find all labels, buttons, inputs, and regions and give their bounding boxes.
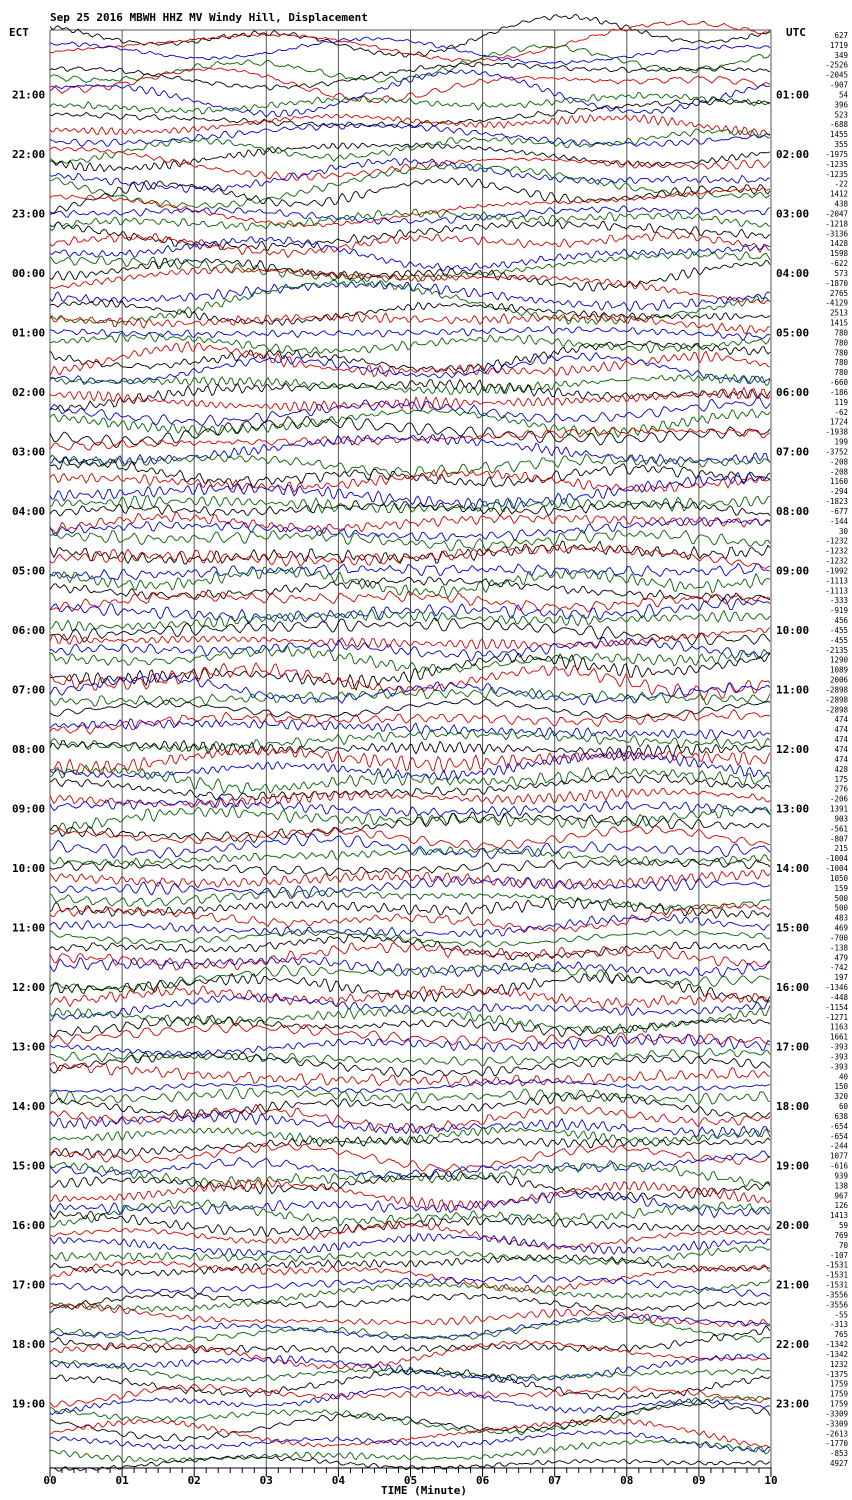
trace-scale-label: 1163 (829, 1022, 848, 1032)
trace-scale-label: -244 (829, 1141, 848, 1151)
trace-scale-label: 523 (834, 110, 848, 120)
trace-scale-label: 1089 (829, 665, 848, 675)
trace-scale-label: 939 (834, 1171, 848, 1181)
x-tick-label: 02 (187, 1474, 201, 1487)
utc-hour-label: 23:00 (776, 1397, 810, 1411)
trace-scale-label: 474 (834, 725, 848, 735)
x-tick-label: 09 (692, 1474, 706, 1487)
trace-scale-label: -55 (834, 1310, 848, 1320)
trace-scale-label: -660 (829, 378, 848, 388)
trace-scale-label: -688 (829, 120, 848, 130)
trace-scale-label: -1235 (825, 159, 848, 169)
trace-scale-label: -1113 (825, 586, 848, 596)
ect-hour-label: 15:00 (12, 1159, 46, 1173)
trace-scale-label: 59 (838, 1221, 848, 1231)
trace-scale-label: -1004 (825, 854, 848, 864)
utc-hour-label: 14:00 (776, 862, 810, 876)
trace-scale-label: 479 (834, 953, 848, 963)
trace-scale-label: -1346 (825, 983, 848, 993)
utc-hour-label: 10:00 (776, 623, 810, 637)
trace-scale-label: -1342 (825, 1349, 848, 1359)
x-tick-label: 03 (259, 1474, 273, 1487)
ect-hour-label: 11:00 (12, 921, 46, 935)
trace-scale-label: 2006 (829, 675, 848, 685)
trace-scale-label: -393 (829, 1042, 848, 1052)
ect-hour-label: 10:00 (12, 862, 46, 876)
trace-scale-label: -1113 (825, 576, 848, 586)
ect-hour-label: 18:00 (12, 1338, 46, 1352)
utc-hour-label: 04:00 (776, 266, 810, 280)
trace-scale-label: 967 (834, 1191, 848, 1201)
x-tick-label: 06 (475, 1474, 490, 1487)
trace-scale-label: 199 (834, 437, 848, 447)
ect-hour-label: 06:00 (12, 623, 46, 637)
utc-hour-label: 12:00 (776, 743, 810, 756)
minute-gridlines (50, 30, 771, 1468)
trace-scale-label: 627 (834, 30, 848, 40)
utc-hour-label: 19:00 (776, 1159, 810, 1173)
trace-scale-label: -2526 (825, 60, 848, 70)
trace-scale-label: 500 (834, 893, 848, 903)
trace-scale-label: -3556 (825, 1300, 848, 1310)
trace-scale-label: -742 (829, 963, 848, 973)
trace-scale-label: -1770 (825, 1439, 848, 1449)
utc-hour-label: 09:00 (776, 564, 810, 578)
trace-scale-label: 159 (834, 883, 848, 893)
trace-scale-label: -208 (829, 457, 848, 467)
trace-scale-label: -2045 (825, 70, 848, 80)
trace-scale-label: -4129 (825, 298, 848, 308)
trace-scale-label: 119 (834, 397, 848, 407)
trace-scale-label: -1375 (825, 1369, 848, 1379)
trace-scale-label: 1719 (829, 40, 848, 50)
trace-scale-label: 1412 (829, 189, 848, 199)
trace-scale-label: 1413 (829, 1211, 848, 1221)
trace-scale-label: -2135 (825, 645, 848, 655)
trace-scale-label: -907 (829, 80, 848, 90)
trace-scale-label: -3309 (825, 1409, 848, 1419)
x-tick-label: 04 (331, 1474, 346, 1487)
trace-scale-label: -807 (829, 834, 848, 844)
utc-hour-label: 13:00 (776, 802, 810, 816)
utc-hour-label: 06:00 (776, 385, 810, 399)
ect-hour-label: 08:00 (12, 743, 46, 756)
trace-scale-label: 769 (834, 1230, 848, 1240)
ect-hour-label: 22:00 (12, 147, 46, 161)
trace-scale-label: 765 (834, 1330, 848, 1340)
trace-scale-label: 903 (834, 814, 848, 824)
chart-title: Sep 25 2016 MBWH HHZ MV Windy Hill, Displacement (50, 11, 368, 24)
trace-scale-label: 438 (834, 199, 848, 209)
trace-scale-label: 456 (834, 616, 848, 626)
x-tick-label: 05 (403, 1474, 418, 1487)
trace-scale-label: 1050 (829, 873, 848, 883)
trace-scale-label: 2765 (829, 288, 848, 298)
trace-scale-label: -2047 (825, 209, 848, 219)
trace-scale-label: 60 (838, 1102, 848, 1112)
trace-scale-label: 474 (834, 715, 848, 725)
trace-scale-label: 126 (834, 1201, 848, 1211)
trace-scale-label: -294 (829, 487, 848, 497)
trace-scale-label: 2513 (829, 308, 848, 318)
trace-scale-label: 70 (838, 1240, 848, 1250)
utc-hour-label: 05:00 (776, 326, 810, 340)
trace-scale-label: 175 (834, 774, 848, 784)
trace-scale-label: 1724 (829, 417, 848, 427)
trace-scale-label: 138 (834, 1181, 848, 1191)
trace-scale-label: -1975 (825, 149, 848, 159)
trace-scale-label: -1154 (825, 1002, 848, 1012)
x-tick-label: 00 (43, 1474, 57, 1487)
ect-hour-label: 17:00 (12, 1278, 46, 1292)
utc-hour-label: 20:00 (776, 1219, 810, 1233)
trace-scale-label: 1232 (829, 1359, 848, 1369)
trace-scale-label: 474 (834, 745, 848, 754)
trace-scale-label: -561 (829, 824, 848, 834)
trace-scale-label: -677 (829, 506, 848, 516)
trace-scale-label: 1759 (829, 1379, 848, 1389)
trace-scale-label: -1232 (825, 536, 848, 546)
ect-hour-label: 04:00 (12, 504, 46, 518)
utc-hour-label: 03:00 (776, 207, 810, 221)
trace-scale-label: -654 (829, 1121, 848, 1131)
utc-hour-label: 08:00 (776, 504, 810, 518)
utc-hour-label: 01:00 (776, 88, 810, 102)
trace-scale-label: 573 (834, 268, 848, 278)
trace-scale-label: -2898 (825, 705, 848, 715)
trace-scale-label: -1531 (825, 1270, 848, 1280)
trace-scale-label: 1415 (829, 318, 848, 328)
left-hour-labels (12, 88, 45, 1410)
ect-hour-label: 21:00 (12, 88, 46, 102)
trace-scale-label: -1531 (825, 1260, 848, 1270)
utc-hour-label: 16:00 (776, 981, 810, 995)
trace-scale-label: -455 (829, 635, 848, 645)
trace-scale-label: 396 (834, 100, 848, 110)
x-tick-label: 08 (620, 1474, 634, 1487)
trace-scale-label: -62 (834, 407, 848, 417)
ect-hour-label: 14:00 (12, 1100, 46, 1114)
trace-scale-label: 1428 (829, 239, 848, 249)
trace-scale-label: -1271 (825, 1012, 848, 1022)
trace-scale-label: 1759 (829, 1399, 848, 1409)
trace-scale-label: 1759 (829, 1389, 848, 1399)
utc-hour-label: 07:00 (776, 445, 810, 459)
utc-hour-label: 15:00 (776, 921, 810, 935)
trace-scale-label: 474 (834, 754, 848, 764)
trace-scale-label: -393 (829, 1062, 848, 1072)
trace-scale-label: -3136 (825, 229, 848, 239)
trace-scale-label: 215 (834, 844, 848, 854)
trace-scale-label: 780 (834, 358, 848, 368)
trace-scale-label: 150 (834, 1082, 848, 1092)
trace-scale-label: 349 (834, 50, 848, 60)
trace-scale-label: -144 (829, 516, 848, 526)
trace-scale-label: -448 (829, 992, 848, 1002)
trace-scale-label: 40 (838, 1072, 848, 1082)
ect-hour-label: 00:00 (12, 266, 46, 280)
trace-scale-label: 1160 (829, 477, 848, 487)
trace-scale-label: -1992 (825, 566, 848, 576)
trace-scale-label: 1455 (829, 130, 848, 140)
trace-scale-label: -3752 (825, 447, 848, 457)
trace-scale-label: -455 (829, 625, 848, 635)
trace-scale-label: 428 (834, 764, 848, 774)
utc-hour-label: 21:00 (776, 1278, 810, 1292)
trace-scale-label: -2613 (825, 1429, 848, 1439)
ect-hour-label: 01:00 (12, 326, 46, 340)
ect-hour-label: 02:00 (12, 385, 46, 399)
trace-scale-label: -107 (829, 1250, 848, 1260)
trace-scale-label: 780 (834, 328, 848, 338)
trace-scale-label: -3556 (825, 1290, 848, 1300)
trace-scale-label: 30 (838, 526, 848, 536)
trace-scale-label: -138 (829, 943, 848, 953)
trace-scale-label: 780 (834, 338, 848, 348)
utc-hour-label: 17:00 (776, 1040, 810, 1054)
trace-scale-label: 54 (838, 90, 848, 100)
trace-scale-label: 483 (834, 913, 848, 923)
trace-scale-label: -186 (829, 387, 848, 397)
trace-scale-label: -616 (829, 1161, 848, 1171)
trace-scale-label: 1598 (829, 249, 848, 259)
trace-scale-label: 320 (834, 1092, 848, 1102)
left-timezone-label: ECT (9, 26, 29, 39)
trace-scale-label: -853 (829, 1449, 848, 1459)
ect-hour-label: 16:00 (12, 1219, 46, 1233)
trace-scale-label: -313 (829, 1320, 848, 1330)
ect-hour-label: 05:00 (12, 564, 46, 578)
trace-scale-label: -1232 (825, 556, 848, 566)
trace-scale-label: 500 (834, 903, 848, 913)
trace-scale-label: -333 (829, 596, 848, 606)
trace-scale-label: 4927 (829, 1459, 848, 1469)
trace-scale-label: -1004 (825, 864, 848, 874)
trace-scale-label: 1661 (829, 1032, 848, 1042)
trace-scale-label: 355 (834, 140, 848, 150)
trace-scale-label: 780 (834, 348, 848, 358)
ect-hour-label: 19:00 (12, 1397, 46, 1411)
utc-hour-label: 11:00 (776, 683, 810, 697)
ect-hour-label: 13:00 (12, 1040, 46, 1054)
trace-scale-label: 474 (834, 735, 848, 745)
x-axis-label: TIME (Minute) (380, 1484, 468, 1497)
trace-scale-label: -654 (829, 1131, 848, 1141)
right-timezone-label: UTC (786, 26, 806, 39)
trace-scale-label: 638 (834, 1111, 848, 1121)
trace-scale-label: 780 (834, 368, 848, 378)
trace-scale-label: 1391 (829, 804, 848, 814)
trace-scale-label: -2898 (825, 695, 848, 705)
trace-scale-label: -208 (829, 467, 848, 477)
ect-hour-label: 07:00 (12, 683, 46, 697)
trace-scale-label: -393 (829, 1052, 848, 1062)
trace-scale-label: -22 (834, 179, 848, 189)
utc-hour-label: 02:00 (776, 147, 810, 161)
trace-scale-label: 1077 (829, 1151, 848, 1161)
ect-hour-label: 09:00 (12, 802, 46, 816)
x-tick-label: 01 (115, 1474, 129, 1487)
trace-scale-label: -622 (829, 259, 848, 269)
trace-scale-label: 469 (834, 923, 848, 933)
ect-hour-label: 12:00 (12, 981, 46, 995)
utc-hour-label: 18:00 (776, 1100, 810, 1114)
trace-scale-labels (825, 31, 848, 1468)
trace-scale-label: 197 (834, 973, 848, 983)
trace-scale-label: -700 (829, 933, 848, 943)
x-tick-label: 10 (764, 1474, 778, 1487)
trace-scale-label: -1232 (825, 546, 848, 556)
right-hour-labels (776, 88, 809, 1410)
ect-hour-label: 23:00 (12, 207, 46, 221)
trace-scale-label: 1290 (829, 655, 848, 665)
trace-scale-label: -1218 (825, 219, 848, 229)
trace-scale-label: -1531 (825, 1280, 848, 1290)
trace-scale-label: -1938 (825, 427, 848, 437)
trace-scale-label: -206 (829, 794, 848, 804)
trace-scale-label: -1823 (825, 497, 848, 507)
trace-scale-label: -1342 (825, 1340, 848, 1350)
utc-hour-label: 22:00 (776, 1338, 810, 1352)
trace-scale-label: -1870 (825, 278, 848, 288)
trace-scale-label: -2898 (825, 685, 848, 695)
trace-scale-label: -919 (829, 606, 848, 616)
trace-scale-label: -1235 (825, 169, 848, 179)
x-tick-label: 07 (548, 1474, 562, 1487)
trace-scale-label: -3309 (825, 1419, 848, 1429)
ect-hour-label: 03:00 (12, 445, 46, 459)
trace-scale-label: 276 (834, 784, 848, 794)
